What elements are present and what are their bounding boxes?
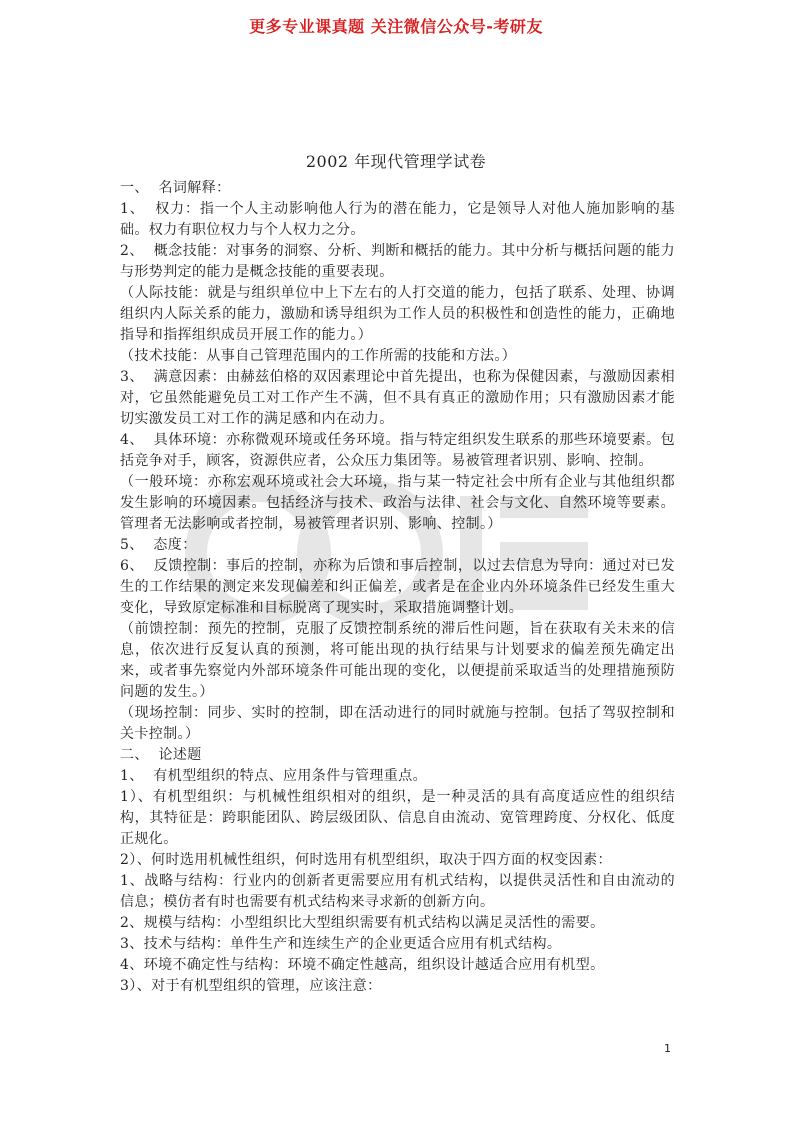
- paragraph-contingency-factors: 2）、何时选用机械性组织，何时选用有机型组织，取决于四方面的权变因素：: [120, 852, 612, 868]
- paragraph-question-1: 1、 有机型组织的特点、应用条件与管理重点。: [120, 768, 428, 784]
- paragraph-size-structure: 2、规模与结构：小型组织比大型组织需要有机式结构以满足灵活性的需要。: [120, 915, 605, 931]
- paragraph-feedforward-control: （前馈控制：预先的控制，克服了反馈控制系统的滞后性问题，旨在获取有关未来的信息，依次进行反复认真的预测，将可能出现的执行结果与计划要求的偏差预先确定出来，或者事先察觉内外部环境条件可能出现的变化，以便提前采取适当的处理措施预防问题的发生。）: [120, 621, 675, 700]
- paragraph-strategy-structure: 1、战略与结构：行业内的创新者更需要应用有机式结构，以提供灵活性和自由流动的信息；模仿者有时也需要有机式结构来寻求新的创新方向。: [120, 873, 675, 910]
- paragraph-power: 1、 权力：指一个人主动影响他人行为的潜在能力，它是领导人对他人施加影响的基础。权力有职位权力与个人权力之分。: [120, 201, 675, 238]
- paragraph-general-environment: （一般环境：亦称宏观环境或社会大环境，指与某一特定社会中所有企业与其他组织都发生影响的环境因素。包括经济与技术、政治与法律、社会与文化、自然环境等要素。管理者无法影响或者控制，易被管理者识别、影响、控制。）: [120, 474, 675, 532]
- document-body: [120, 178, 675, 997]
- paragraph-attitude: 5、 态度：: [120, 537, 197, 553]
- paragraph-technical-skill: （技术技能：从事自己管理范围内的工作所需的技能和方法。）: [120, 348, 517, 364]
- paragraph-conceptual-skill: 2、 概念技能：对事务的洞察、分析、判断和概括的能力。其中分析与概括问题的能力与形势判定的能力是概念技能的重要表现。: [120, 243, 675, 280]
- document-title: 2002 年现代管理学试卷: [305, 152, 487, 171]
- page-number: 1: [664, 1042, 671, 1055]
- paragraph-interpersonal-skill: （人际技能：就是与组织单位中上下左右的人打交道的能力，包括了联系、处理、协调组织内人际关系的能力，激励和诱导组织为工作人员的积极性和创造性的能力，正确地指导和指挥组织成员开展工作的能力。）: [120, 285, 675, 343]
- paragraph-concurrent-control: （现场控制：同步、实时的控制，即在活动进行的同时就施与控制。包括了驾驭控制和关卡控制。）: [120, 705, 675, 742]
- paragraph-satisfaction-factor: 3、 满意因素：由赫兹伯格的双因素理论中首先提出，也称为保健因素，与激励因素相对，它虽然能避免员工对工作产生不满，但不具有真正的激励作用；只有激励因素才能切实激发员工对工作的满足感和内在动力。: [120, 369, 675, 427]
- paragraph-environment-structure: 4、环境不确定性与结构：环境不确定性越高，组织设计越适合应用有机型。: [120, 957, 605, 973]
- paragraph-organic-organization: 1）、有机型组织：与机械性组织相对的组织，是一种灵活的具有高度适应性的组织结构，其特征是：跨职能团队、跨层级团队、信息自由流动、宽管理跨度、分权化、低度正规化。: [120, 789, 675, 847]
- paragraph-technology-structure: 3、技术与结构：单件生产和连续生产的企业更适合应用有机式结构。: [120, 936, 562, 952]
- paragraph-specific-environment: 4、 具体环境：亦称微观环境或任务环境。指与特定组织发生联系的那些环境要素。包括竞争对手，顾客，资源供应者，公众压力集团等。易被管理者识别、影响、控制。: [120, 432, 675, 469]
- paragraph-feedback-control: 6、 反馈控制：事后的控制，亦称为后馈和事后控制，以过去信息为导向：通过对已发生的工作结果的测定来发现偏差和纠正偏差，或者是在企业内外环境条件已经发生重大变化，导致原定标准和目标脱离了现实时，采取措施调整计划。: [120, 558, 675, 616]
- section-heading-essay: 二、 论述题: [120, 747, 202, 763]
- paragraph-management-notes: 3）、对于有机型组织的管理，应该注意：: [120, 978, 382, 994]
- header-banner: 更多专业课真题 关注微信公众号-考研友: [249, 17, 543, 36]
- section-heading-definitions: 一、 名词解释：: [120, 180, 231, 196]
